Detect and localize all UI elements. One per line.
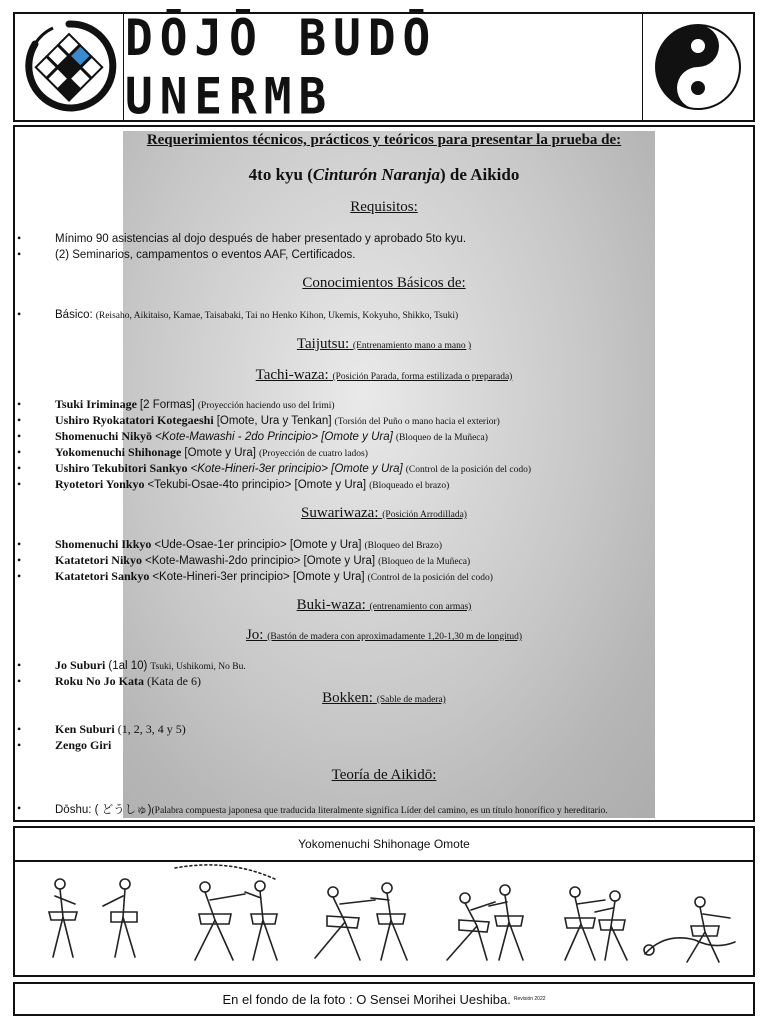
list-item: Básico: (Reisaho, Aikitaiso, Kamae, Taisabaki, Tai no Henko Kihon, Ukemis, Kokyuho, Shikko, Tsuki) bbox=[55, 309, 459, 321]
list-item: Dōshu: ( どうしゅ)(Palabra compuesta japonesa que traducida literalmente significa Líder del camino, es un título honorífico y hereditario. bbox=[55, 804, 608, 816]
list-item: Yokomenuchi Shihonage [Omote y Ura] (Proyección de cuatro lados) bbox=[55, 445, 368, 459]
list-item: Ushiro Tekubitori Sankyo <Kote-Hineri-3er principio> [Omote y Ura] (Control de la posición del codo) bbox=[55, 461, 532, 475]
list-item: (2) Seminarios, campamentos o eventos AAF, Certificados. bbox=[55, 249, 356, 261]
requirements-title: Requerimientos técnicos, prácticos y teóricos para presentar la prueba de: bbox=[146, 132, 622, 148]
list-item: Katatetori Nikyo <Kote-Mawashi-2do principio> [Omote y Ura] (Bloqueo de la Muñeca) bbox=[55, 553, 471, 567]
list-item: Katatetori Sankyo <Kote-Hineri-3er principio> [Omote y Ura] (Control de la posición del codo) bbox=[55, 569, 493, 583]
basicos-heading: Conocimientos Básicos de: bbox=[302, 275, 466, 291]
technique-illustration bbox=[13, 862, 755, 977]
tachiwaza-heading: Tachi-waza: (Posición Parada, forma estilizada o preparada) bbox=[255, 367, 513, 383]
figure-pair-3 bbox=[315, 883, 407, 960]
teoria-heading: Teoría de Aikidō: bbox=[331, 767, 437, 783]
footer-text: En el fondo de la foto : O Sensei Morihei Ueshiba. bbox=[222, 991, 511, 1007]
list-item: Shomenuchi Ikkyo <Ude-Osae-1er principio> [Omote y Ura] (Bloqueo del Brazo) bbox=[55, 537, 443, 551]
bokken-heading: Bokken: (Sable de madera) bbox=[322, 690, 446, 706]
taijutsu-heading: Taijutsu: (Entrenamiento mano a mano ) bbox=[296, 336, 472, 352]
figure-pair-2 bbox=[175, 865, 277, 960]
list-item: Mínimo 90 asistencias al dojo después de haber presentado y aprobado 5to kyu. bbox=[55, 233, 467, 245]
list-item: Roku No Jo Kata (Kata de 6) bbox=[55, 674, 201, 688]
yinyang-cell bbox=[642, 14, 753, 120]
illustration-caption: Yokomenuchi Shihonage Omote bbox=[13, 826, 755, 862]
requisitos-heading: Requisitos: bbox=[350, 199, 418, 215]
header-banner bbox=[13, 8, 755, 126]
level-title: 4to kyu (Cinturón Naranja) de Aikido bbox=[248, 165, 520, 184]
footer-note bbox=[13, 982, 755, 1016]
figure-pair-1 bbox=[49, 879, 137, 957]
jo-heading: Jo: (Bastón de madera con aproximadamente 1,20-1,30 m de longitud) bbox=[245, 627, 523, 643]
dojo-title: DŌJŌ BUDŌ UNERMB bbox=[125, 8, 438, 126]
list-item: Ushiro Ryokatatori Kotegaeshi [Omote, Ura y Tenkan] (Torsión del Puño o mano hacia el exterior) bbox=[55, 413, 500, 427]
list-item: Ryotetori Yonkyo <Tekubi-Osae-4to principio> [Omote y Ura] (Bloqueado el brazo) bbox=[55, 477, 450, 491]
list-item: Ken Suburi (1, 2, 3, 4 y 5) bbox=[55, 722, 186, 736]
list-item: Shomenuchi Nikyō <Kote-Mawashi - 2do Principio> [Omote y Ura] (Bloqueo de la Muñeca) bbox=[55, 429, 488, 443]
aikido-sequence-drawing bbox=[15, 862, 753, 973]
list-item: Zengo Giri bbox=[55, 738, 112, 752]
logo-cell bbox=[15, 14, 124, 120]
figure-pair-6 bbox=[644, 897, 735, 962]
yin-yang-icon bbox=[643, 14, 753, 120]
revision-label: Revisión 2022 bbox=[513, 996, 546, 1002]
bukiwaza-heading: Buki-waza: (entrenamiento con armas) bbox=[296, 597, 472, 613]
dojo-logo-icon bbox=[15, 14, 123, 120]
requirements-panel: Requerimientos técnicos, prácticos y teóricos para presentar la prueba de: 4to kyu (Cinturón Naranja) de Aikido Requisitos: • Mínimo 90 asistencias al dojo después de haber presentado y aprobado 5to kyu. • (2) Seminarios, campamentos o eventos AAF, Certificados. Conocimientos Básicos de: • Básico: (Reisaho, Aikitaiso, Kamae, Taisabaki, Tai no Henko Kihon, Ukemis, Kokyuho, Shikko, Tsuki) Taijutsu: (Entrenamiento mano a mano ) Tachi-waza: (Posición Parada, forma estilizada o preparada) • Tsuki Iriminage [2 Formas] (Proyección haciendo uso del Irimi) • Ushiro Ryokatatori Kotegaeshi [Omote, Ura y Tenkan] (Torsión del Puño o mano hacia el exterior) • Shomenuchi Nikyō <Kote-Mawashi - 2do Principio> [Omote y Ura] (Bloqueo de la Muñeca) • Yokomenuchi Shihonage [Omote y Ura] (Proyección de cuatro lados) • Ushiro Tekubitori Sankyo <Kote-Hineri-3er principio> [Omote y Ura] (Control de la posición del codo) • Ryotetori Yonkyo <Tekubi-Osae-4to principio> [Omote y Ura] (Bloqueado el brazo) Suwariwaza: (Posición Arrodillada) • Shomenuchi Ikkyo <Ude-Osae-1er principio> [Omote y Ura] (Bloqueo del Brazo) • Katatetori Nikyo <Kote-Mawashi-2do principio> [Omote y Ura] (Bloqueo de la Muñeca) • Katatetori Sankyo <Kote-Hineri-3er principio> [Omote y Ura] (Control de la posición del codo) Buki-waza: (entrenamiento con armas) Jo: (Bastón de madera con aproximadamente 1,20-1,30 m de longitud) • Jo Suburi (1al 10) Tsuki, Ushikomi, No Bu. • Roku No Jo Kata (Kata de 6) Bokken: (Sable de madera) • Ken Suburi (1, 2, 3, 4 y 5) • Zengo Giri Teoría de Aikidō: • Dōshu: ( どうしゅ)(Palabra compuesta japonesa que traducida literalmente significa Líder del camino, es un título honorífico y hereditario. bbox=[13, 125, 755, 822]
figure-pair-5 bbox=[565, 887, 627, 960]
figure-pair-4 bbox=[447, 885, 523, 960]
list-item: Jo Suburi (1al 10) Tsuki, Ushikomi, No Bu. bbox=[55, 658, 246, 672]
suwariwaza-heading: Suwariwaza: (Posición Arrodillada) bbox=[301, 505, 467, 521]
list-item: Tsuki Iriminage [2 Formas] (Proyección haciendo uso del Irimi) bbox=[55, 397, 335, 411]
